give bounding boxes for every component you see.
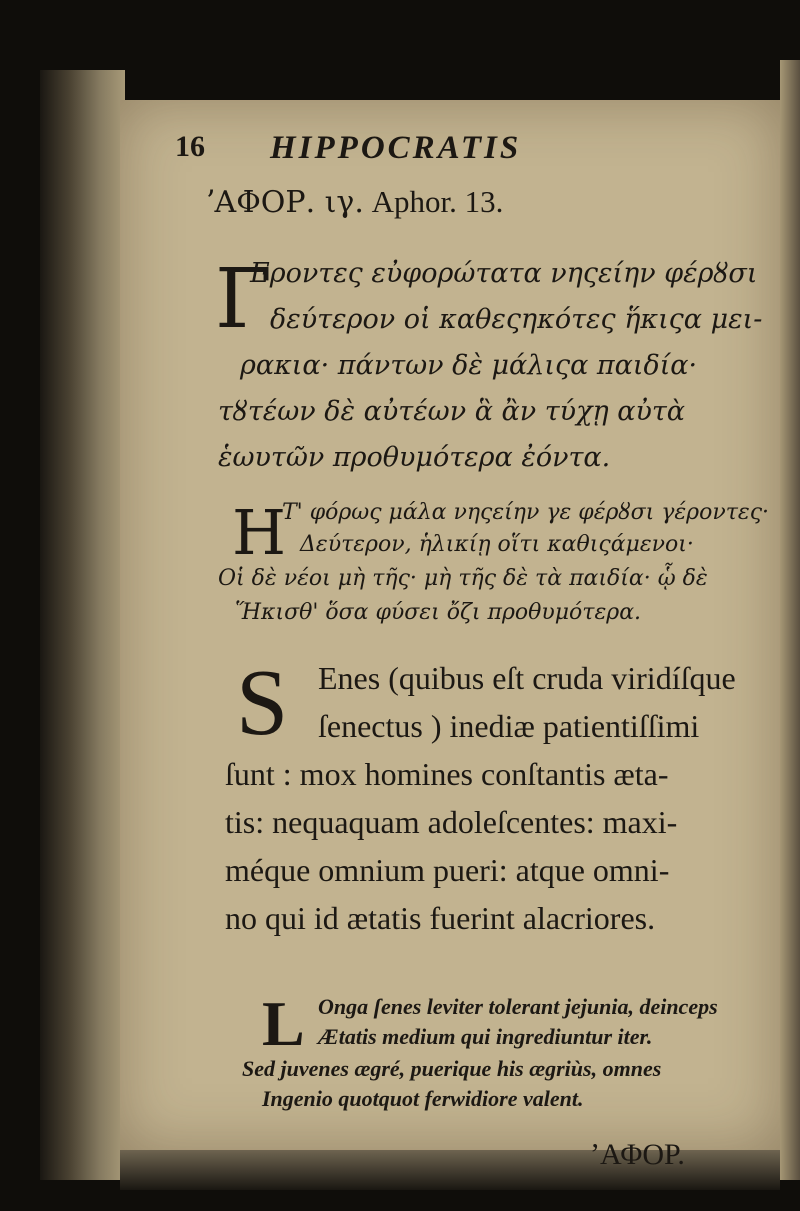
latin-verse-line: Ætatis medium qui ingrediuntur iter. bbox=[318, 1024, 653, 1049]
running-title: HIPPOCRATIS bbox=[270, 130, 522, 166]
page-number: 16 bbox=[175, 130, 205, 163]
greek-paraphrase-line: Ἥκισθ' ὅσα φύσει ὄζι προθυμότερα. bbox=[235, 600, 642, 625]
latin-translation-line: tis: nequaquam adoleſcentes: maxi- bbox=[225, 804, 678, 840]
facing-page-edge bbox=[780, 60, 800, 1180]
latin-verse-drop-cap: L bbox=[262, 988, 305, 1059]
latin-translation-line: Enes (quibus eſt cruda viridíſque bbox=[318, 660, 736, 696]
latin-verse-line: Onga ſenes leviter tolerant jejunia, deinceps bbox=[318, 994, 718, 1019]
latin-verse-line: Sed juvenes ægré, puerique his ægriùs, omnes bbox=[242, 1056, 662, 1081]
section-title bbox=[205, 184, 503, 220]
catchword: ʼΑΦΟΡ. bbox=[590, 1138, 685, 1171]
greek-drop-cap: Γ bbox=[215, 252, 272, 347]
section-title-latin: Aphor. 13. bbox=[371, 184, 504, 219]
latin-translation-line: ſunt : mox homines conſtantis æta- bbox=[225, 756, 669, 792]
greek-aphorism-line: τȣτέων δὲ αὐτέων ἃ ἂν τύχῃ αὐτὰ bbox=[218, 396, 686, 427]
latin-drop-cap: S bbox=[236, 651, 289, 755]
greek-paraphrase-line: Τ' φόρως μάλα νηςείην γε φέρȣσι γέροντες· bbox=[282, 500, 770, 525]
latin-translation-line: ſenectus ) inediæ patientiſſimi bbox=[318, 708, 700, 744]
greek-aphorism-line: ἑωυτῶν προθυμότερα ἐόντα. bbox=[218, 442, 611, 473]
book-gutter-shadow bbox=[40, 70, 125, 1180]
latin-translation-line: no qui id ætatis fuerint alacriores. bbox=[225, 900, 656, 936]
greek-paraphrase-line: Δεύτερον, ἡλικίῃ οἵτι καθιςάμενοι· bbox=[300, 532, 694, 557]
latin-verse-line: Ingenio quotquot ferwidiore valent. bbox=[262, 1086, 584, 1111]
greek-paraphrase-drop-cap: Η bbox=[232, 496, 287, 569]
greek-aphorism-line: ρακια· πάντων δὲ μάλιςα παιδία· bbox=[240, 350, 698, 381]
greek-aphorism-line: δεύτερον οἱ καθεςηκότες ἥκιςα μει- bbox=[270, 304, 763, 335]
latin-translation-line: méque omnium pueri: atque omni- bbox=[225, 852, 670, 888]
section-title-greek: ʼΑΦΟΡ. ιγ. bbox=[205, 185, 364, 220]
greek-paraphrase-line: Οἱ δὲ νέοι μὴ τῆς· μὴ τῆς δὲ τὰ παιδία· ᾧ δὲ bbox=[218, 566, 708, 591]
greek-aphorism-line: Εροντες εὐφορώτατα νηςείην φέρȣσι bbox=[250, 258, 758, 289]
